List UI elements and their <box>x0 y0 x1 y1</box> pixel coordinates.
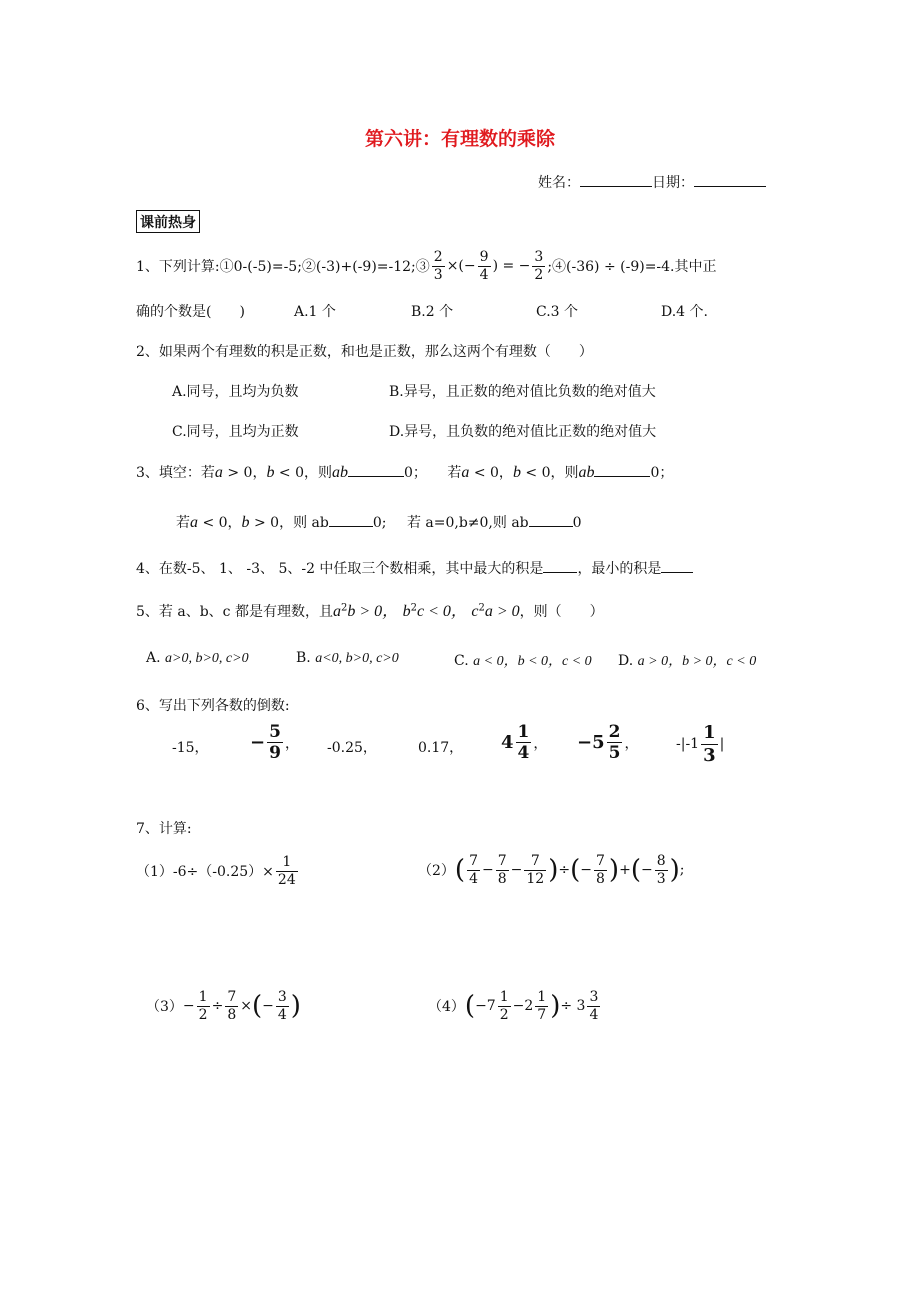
fraction: $\frac{1}{3}$ <box>703 722 716 766</box>
fraction: $\frac{1}{2}$ <box>499 988 509 1023</box>
name-label: 姓名： <box>538 175 580 191</box>
q6-item-2: − $\frac{5}{9}$ ， <box>250 722 299 764</box>
question-6: 6、写出下列各数的倒数: <box>136 698 290 714</box>
section-label: 课前热身 <box>136 210 200 233</box>
q2-option-a[interactable]: A.同号，且均为负数 <box>172 384 299 400</box>
q1-lead: 下列计算:①0-(-5)=-5;②(-3)+(-9)=-12;③ <box>158 259 430 275</box>
q1-option-d[interactable]: D.4 个. <box>661 304 708 320</box>
fraction: $\frac{7}{12}$ <box>526 852 545 887</box>
q1-times: ×(− <box>446 258 476 274</box>
left-paren: ( <box>570 855 581 885</box>
fraction: $\frac{9}{4}$ <box>479 248 489 283</box>
right-paren: ) <box>608 855 620 885</box>
name-date-line <box>538 172 766 192</box>
name-blank[interactable] <box>580 172 652 187</box>
q6-item-5: 4 $\frac{1}{4}$ ， <box>501 722 548 764</box>
fraction: $\frac{5}{9}$ <box>269 722 281 764</box>
fraction: $\frac{1}{4}$ <box>517 722 530 764</box>
q7-part-2: （2） ( $\frac{7}{4}$ − $\frac{7}{8}$ − $\frac{7}{12}$ ) ÷ ( − $\frac{7}{8}$ ) + ( − $\frac{8}{3}$ ) ; <box>418 852 685 887</box>
q7-part-1: （1）-6÷（-0.25）× $\frac{1}{24}$ <box>136 853 296 888</box>
question-4: 4、在数-5、 1、 -3、 5、-2 中任取三个数相乘，其中最大的积是 ，最小的积是 <box>136 558 693 578</box>
fraction: $\frac{1}{24}$ <box>277 853 296 888</box>
q1-number: 1、 <box>136 259 159 275</box>
q5-option-b[interactable]: B. a<0, b>0, c>0 <box>296 650 399 666</box>
right-paren: ) <box>290 991 301 1021</box>
fraction: $\frac{7}{8}$ <box>497 852 507 887</box>
date-blank[interactable] <box>694 172 766 187</box>
fraction: $\frac{7}{8}$ <box>596 852 605 887</box>
right-paren: ) <box>550 991 561 1021</box>
q3-blank-4[interactable] <box>529 512 573 527</box>
fraction: $\frac{7}{8}$ <box>227 988 237 1023</box>
q3-blank-2[interactable] <box>594 462 650 477</box>
right-paren: ) <box>548 855 559 885</box>
q6-item-3: -0.25， <box>327 740 377 756</box>
fraction: $\frac{8}{3}$ <box>656 852 666 887</box>
q1-option-c[interactable]: C.3 个 <box>536 304 579 320</box>
q4-blank-min[interactable] <box>661 558 693 573</box>
q6-item-1: -15， <box>172 740 209 756</box>
left-paren: ( <box>630 855 641 885</box>
q6-item-7: -|-1 $\frac{1}{3}$ | <box>676 722 725 766</box>
q1-option-b[interactable]: B.2 个 <box>411 304 454 320</box>
q2-option-d[interactable]: D.异号，且负数的绝对值比正数的绝对值大 <box>389 424 657 440</box>
fraction: $\frac{1}{2}$ <box>198 988 208 1023</box>
q1-line2: 确的个数是( ) <box>136 304 245 320</box>
question-1 <box>136 244 717 288</box>
left-paren: ( <box>251 991 263 1021</box>
q7-part-4: （4） ( −7 $\frac{1}{2}$ −2 $\frac{1}{7}$ ) ÷ 3 $\frac{3}{4}$ <box>428 988 599 1023</box>
q3-blank-3[interactable] <box>329 512 373 527</box>
q1-eq: ) = − <box>492 258 531 274</box>
left-paren: ( <box>454 855 466 885</box>
fraction: $\frac{3}{4}$ <box>589 988 599 1023</box>
q5-option-c[interactable]: C. a < 0，b < 0，c < 0 <box>454 653 592 669</box>
date-label: 日期： <box>652 175 694 191</box>
fraction: $\frac{2}{3}$ <box>433 248 443 283</box>
q1-option-a[interactable]: A.1 个 <box>294 304 336 320</box>
q2-option-b[interactable]: B.异号，且正数的绝对值比负数的绝对值大 <box>389 384 656 400</box>
right-paren: ) <box>669 855 680 885</box>
question-3-line2: 若a < 0，b > 0，则 ab 0; 若 a=0,b≠0,则 ab 0 <box>176 514 582 531</box>
q2-option-c[interactable]: C.同号，且均为正数 <box>172 424 299 440</box>
q1-tail: ;④(-36) ÷ (-9)=-4.其中正 <box>547 259 717 275</box>
q5-option-d[interactable]: D. a > 0，b > 0，c < 0 <box>618 653 757 669</box>
q7-part-3: （3） − $\frac{1}{2}$ ÷ $\frac{7}{8}$ × ( − $\frac{3}{4}$ ) <box>146 988 301 1023</box>
page-title: 第六讲：有理数的乘除 <box>364 128 555 150</box>
question-5: 5、若 a、b、c 都是有理数，且$a^2b > 0$， $b^2c < 0$， $c^2a > 0$，则（ ） <box>136 602 604 620</box>
q6-item-4: 0.17， <box>418 740 464 756</box>
question-7: 7、计算: <box>136 821 192 837</box>
left-paren: ( <box>464 991 476 1021</box>
question-2: 2、如果两个有理数的积是正数，和也是正数，那么这两个有理数（ ） <box>136 344 593 360</box>
fraction: $\frac{2}{5}$ <box>608 722 621 764</box>
q5-option-a[interactable]: A. a>0, b>0, c>0 <box>146 650 249 666</box>
fraction: $\frac{3}{2}$ <box>534 248 544 283</box>
question-3-line1: 3、填空：若a > 0，b < 0，则ab 0； 若a < 0，b < 0，则ab 0； <box>136 464 674 481</box>
fraction: $\frac{7}{4}$ <box>469 852 478 887</box>
q3-blank-1[interactable] <box>348 462 404 477</box>
q4-blank-max[interactable] <box>543 558 577 573</box>
q6-item-6: −5 $\frac{2}{5}$ ， <box>577 722 639 764</box>
fraction: $\frac{1}{7}$ <box>537 988 547 1023</box>
fraction: $\frac{3}{4}$ <box>277 988 287 1023</box>
